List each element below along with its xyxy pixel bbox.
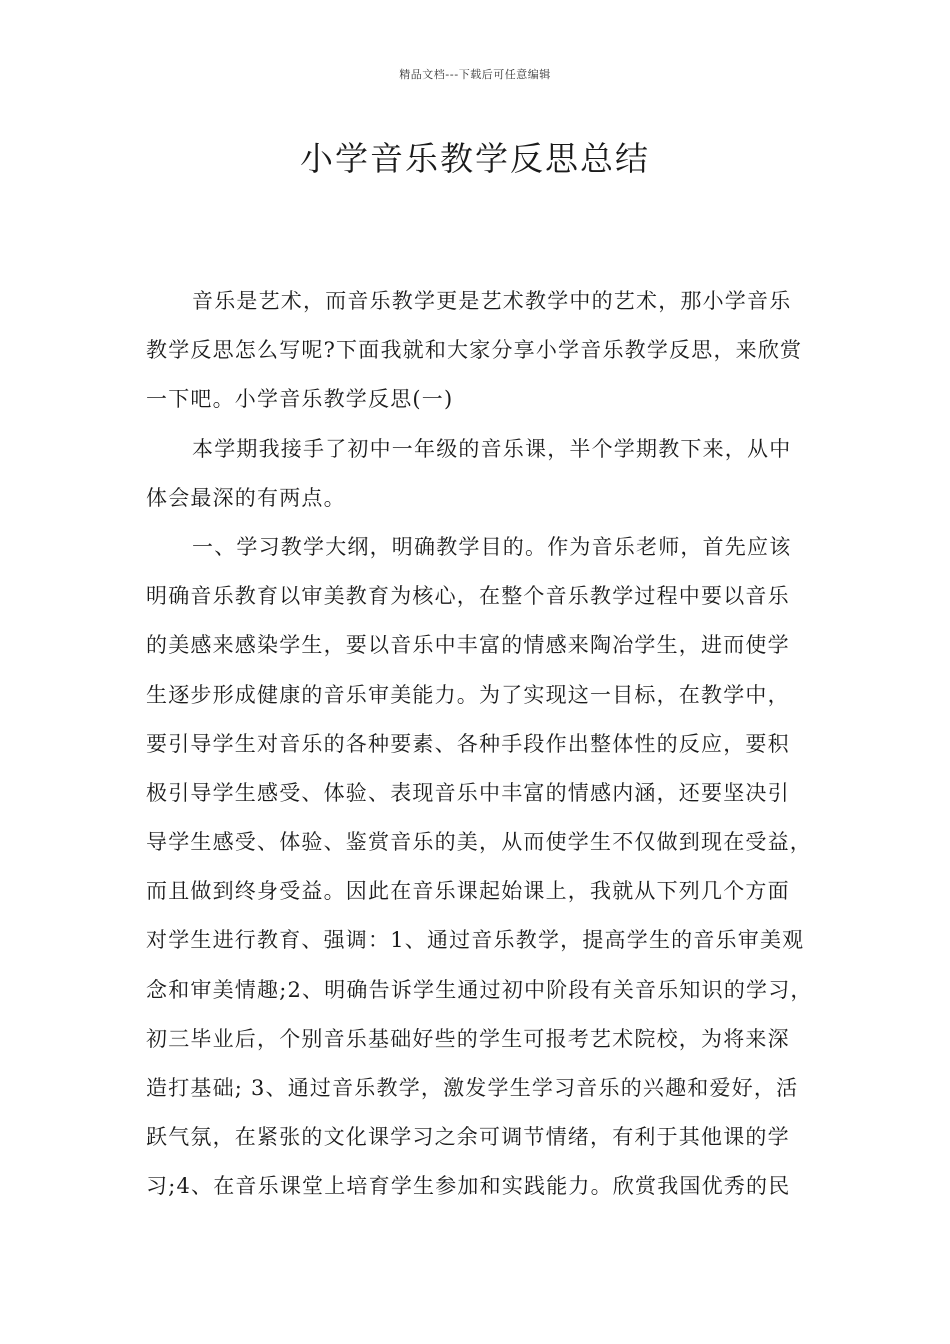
text-line: 体会最深的有两点。: [146, 485, 346, 510]
text-line: 一、学习教学大纲，明确教学目的。作为音乐老师，首先应该: [192, 534, 792, 559]
text-line: 造打基础; 3、通过音乐教学，激发学生学习音乐的兴趣和爱好，活: [146, 1076, 799, 1100]
body-text: [146, 285, 816, 1220]
document-title: 小学音乐教学反思总结: [300, 139, 650, 178]
text-line: 生逐步形成健康的音乐审美能力。为了实现这一目标，在教学中，: [146, 682, 790, 707]
text-line: 的美感来感染学生，要以音乐中丰富的情感来陶冶学生，进而使学: [146, 633, 790, 658]
text-line: 而且做到终身受益。因此在音乐课起始课上，我就从下列几个方面: [146, 879, 790, 904]
text-line: 跃气氛，在紧张的文化课学习之余可调节情绪，有利于其他课的学: [146, 1125, 790, 1150]
text-line: 念和审美情趣;2、明确告诉学生通过初中阶段有关音乐知识的学习，: [146, 977, 813, 1002]
text-line: 对学生进行教育、强调：1、通过音乐教学，提高学生的音乐审美观: [146, 928, 805, 953]
text-line: 导学生感受、体验、鉴赏音乐的美，从而使学生不仅做到现在受益，: [146, 830, 812, 855]
text-line: 习;4、在音乐课堂上培育学生参加和实践能力。欣赏我国优秀的民: [146, 1174, 791, 1199]
text-line: 要引导学生对音乐的各种要素、各种手段作出整体性的反应，要积: [146, 731, 790, 756]
header-note: 精品文档---下载后可任意编辑: [399, 68, 551, 81]
text-line: 一下吧。小学音乐教学反思(一): [146, 387, 454, 412]
text-line: 教学反思怎么写呢?下面我就和大家分享小学音乐教学反思，来欣赏: [146, 338, 803, 363]
text-line: 极引导学生感受、体验、表现音乐中丰富的情感内涵，还要坚决引: [146, 780, 790, 805]
text-line: 初三毕业后，个别音乐基础好些的学生可报考艺术院校，为将来深: [146, 1026, 790, 1051]
text-line: 明确音乐教育以审美教育为核心，在整个音乐教学过程中要以音乐: [146, 584, 790, 609]
text-line: 本学期我接手了初中一年级的音乐课，半个学期教下来，从中: [192, 436, 792, 461]
text-line: 音乐是艺术，而音乐教学更是艺术教学中的艺术，那小学音乐: [192, 289, 792, 313]
